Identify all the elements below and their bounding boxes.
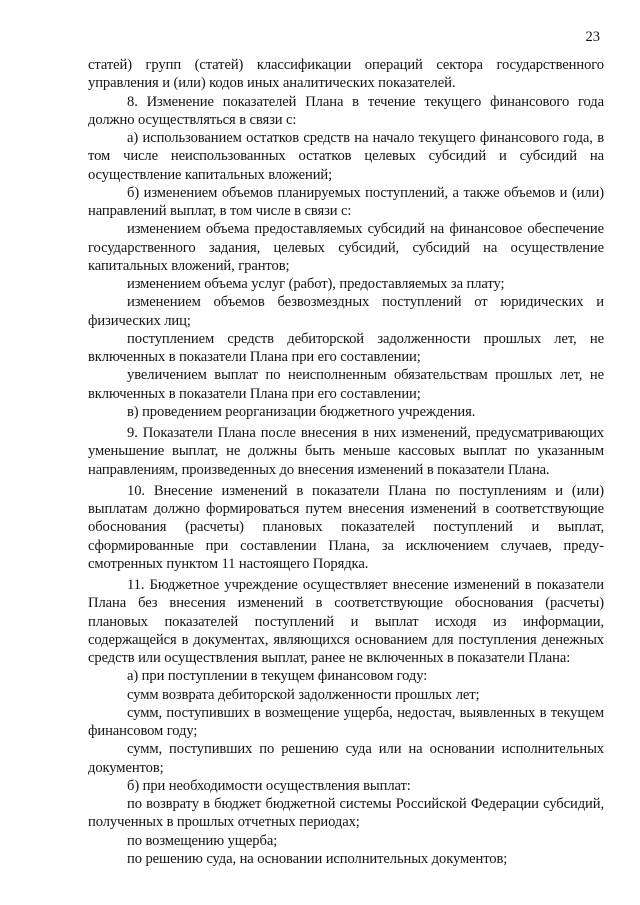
paragraph-court-decision-payments: по решению суда, на основании исполнительных документов; bbox=[127, 850, 508, 867]
paragraph-item-10: 10. Внесение изменений в показатели Плана по поступлениям и (или) выплатам должно формироваться путем внесения изменений в соответствующие обоснования (расчеты) плановых показателей поступлений и выплат, сформированные при составлении Плана, за исключением случаев, предусмотренных пунктом 11 настоящего Порядка. bbox=[88, 482, 604, 572]
paragraph-item-11a: а) при поступлении в текущем финансовом году: bbox=[127, 668, 428, 685]
paragraph-item-8: 8. Изменение показателей Плана в течение текущего финансового года должно осуществляться в связи с: bbox=[88, 93, 604, 128]
document-body bbox=[88, 56, 604, 868]
paragraph-damage-payment: по возмещению ущерба; bbox=[127, 832, 278, 849]
paragraph-item-8b: б) изменением объемов планируемых поступлений, а также объемов и (или) направлений выплат, в том числе в связи с: bbox=[88, 184, 604, 219]
paragraph-subsidy-return: по возврату в бюджет бюджетной системы Российской Федерации субсидий, полученных в прошлых отчетных периодах; bbox=[88, 796, 604, 831]
paragraph-item-8c: в) проведением реорганизации бюджетного учреждения. bbox=[127, 403, 476, 420]
paragraph-item-11: 11. Бюджетное учреждение осуществляет внесение изменений в показатели Плана без внесения изменений в соответствующие обоснования (расчеты) плановых показателей поступлений и выплат исходя из информации, содержащейся в документах, являющихся основанием для поступления денежных средств или осуществления выплат, ранее не включенных в показатели Плана: bbox=[88, 577, 604, 666]
paragraph-services-change: изменением объема услуг (работ), предоставляемых за плату; bbox=[127, 276, 505, 292]
paragraph-continuation: статей) групп (статей) классификации операций сектора государственного управления и (или) кодов иных аналитических показателей. bbox=[88, 57, 604, 92]
paragraph-receivables-receipt: поступлением средств дебиторской задолженности прошлых лет, не включенных в показатели Плана при его составлении; bbox=[88, 330, 604, 365]
paragraph-item-9: 9. Показатели Плана после внесения в них изменений, предусматривающих уменьшение выплат, не должны быть меньше кассовых выплат по указанным направлениям, произведенных до внесения изменений в показатели Плана. bbox=[88, 425, 604, 478]
paragraph-damage-compensation: сумм, поступивших в возмещение ущерба, недостач, выявленных в текущем финансовом году; bbox=[88, 704, 604, 739]
page-number: 23 bbox=[585, 29, 600, 45]
paragraph-item-8a: а) использованием остатков средств на начало текущего финансового года, в том числе неиспользованных остатков целевых субсидий и субсидий на осуществление капитальных вложений; bbox=[88, 130, 604, 183]
paragraph-item-11b: б) при необходимости осуществления выплат: bbox=[127, 777, 411, 794]
paragraph-subsidies-change: изменением объема предоставляемых субсидий на финансовое обеспечение государственного задания, целевых субсидий, субсидий на осуществление капитальных вложений, грантов; bbox=[88, 221, 604, 274]
paragraph-court-decision-receipts: сумм, поступивших по решению суда или на основании исполнительных документов; bbox=[88, 741, 604, 776]
paragraph-obligations-increase: увеличением выплат по неисполненным обязательствам прошлых лет, не включенных в показатели Плана при его составлении; bbox=[88, 367, 604, 402]
paragraph-receivables-return: сумм возврата дебиторской задолженности прошлых лет; bbox=[127, 686, 480, 703]
paragraph-free-receipts-change: изменением объемов безвозмездных поступлений от юридических и физических лиц; bbox=[88, 294, 604, 329]
